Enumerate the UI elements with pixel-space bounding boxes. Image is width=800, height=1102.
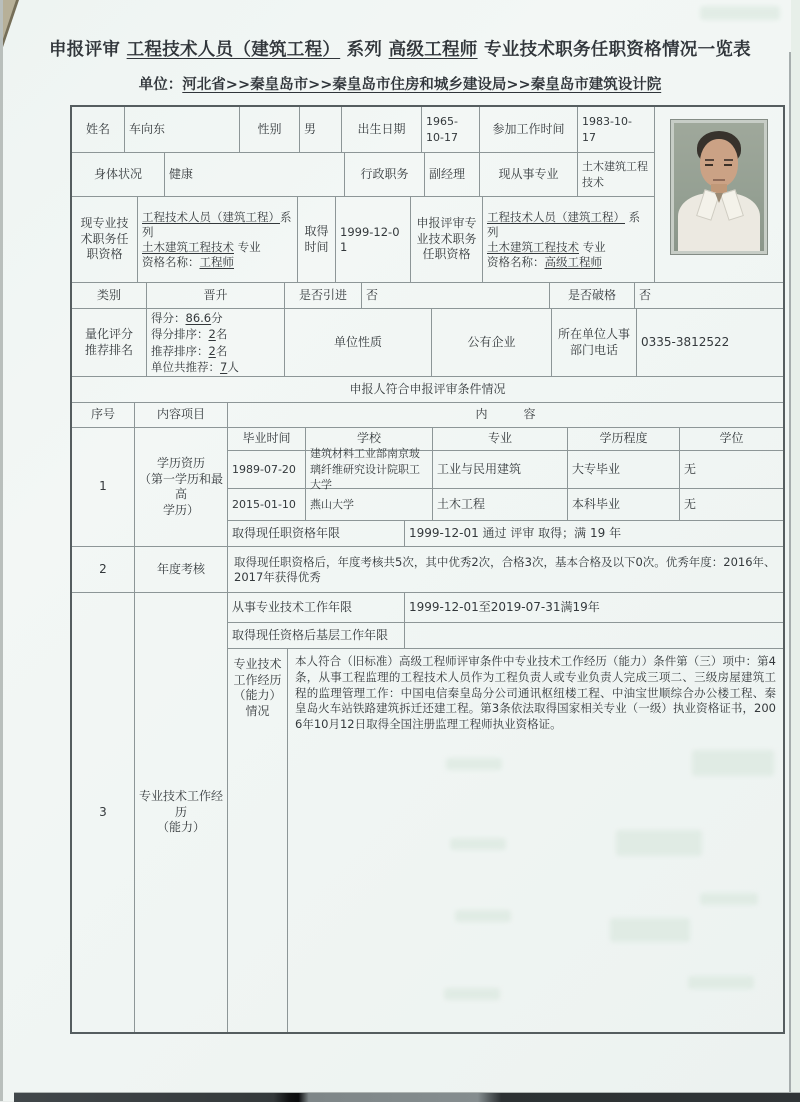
import-label: 是否引进: [285, 283, 362, 309]
gender-label: 性别: [240, 107, 300, 153]
photo-cell: [655, 107, 783, 283]
edu-col-major: 专业: [433, 428, 568, 451]
score-line3-value: 2: [208, 343, 216, 358]
education-subtable: [228, 428, 783, 547]
profession-label: 现从事专业: [480, 153, 578, 197]
work-years-row: [228, 593, 783, 623]
hr-phone-label: [552, 309, 637, 377]
edu2-major: 土木工程: [433, 489, 568, 521]
applicant-photo-image: [674, 123, 764, 251]
import-value: 否: [362, 283, 550, 309]
col-no-header: 序号: [72, 403, 135, 428]
current-series-suffix: 系列: [142, 209, 292, 239]
base-years-row: [228, 623, 783, 649]
edu-col-school: 学校: [306, 428, 433, 451]
bleedthrough-mark: [688, 976, 754, 989]
current-series: 工程技术人员（建筑工程）: [142, 209, 280, 224]
education-row-1: [228, 447, 783, 492]
apply-series: 工程技术人员（建筑工程）: [487, 209, 625, 224]
edu2-date: 2015-01-10: [228, 489, 306, 521]
photo-mouth: [713, 179, 725, 181]
current-major: 土木建筑工程技术: [142, 239, 234, 254]
score-line2-label: 得分排序：: [151, 327, 209, 341]
bleedthrough-mark: [455, 910, 511, 922]
title-mid: 系列: [340, 40, 389, 60]
education-item: [135, 428, 228, 547]
score-line2-unit: 名: [215, 327, 228, 341]
bleedthrough-mark: [616, 830, 702, 856]
row-columns-header: [72, 403, 783, 428]
annual-no: 2: [72, 547, 135, 593]
bleedthrough-mark: [446, 758, 502, 770]
row-score: [72, 309, 783, 377]
edu1-major: 工业与民用建筑: [433, 451, 568, 489]
title-suffix: 专业技术职务任职资格情况一览表: [477, 40, 751, 60]
apply-major-suffix: 专业: [579, 239, 606, 254]
score-label-line1: 量化评分: [84, 327, 133, 341]
qual-years-label: 取得现任职资格年限: [228, 521, 405, 547]
current-cert-label: 资格名称：: [142, 254, 200, 269]
photo-brow-right: [724, 159, 733, 161]
score-label-line2: 推荐排名: [84, 342, 133, 357]
work-subtable: [228, 593, 783, 1032]
score-line3-label: 推荐排序：: [151, 343, 209, 358]
bleedthrough-mark: [700, 893, 758, 905]
work-item: [135, 593, 228, 1032]
bleedthrough-mark: [700, 6, 780, 20]
qualification-years-row: [228, 521, 783, 547]
col-item-header: 内容项目: [135, 403, 228, 428]
edu1-school: 建筑材料工业部南京玻璃纤维研究设计院职工大学: [306, 451, 433, 489]
apply-cert-label: 资格名称：: [487, 254, 545, 269]
annual-item: 年度考核: [135, 547, 228, 593]
work-item-line1: 专业技术工作经历: [139, 789, 224, 819]
score-line3-unit: 名: [215, 343, 228, 358]
annual-content: 取得现任职资格后，年度考核共5次，其中优秀2次，合格3次，基本合格及以下0次。优秀年度：2016年、2017年获得优秀: [228, 547, 783, 593]
education-no: 1: [72, 428, 135, 547]
edu2-school: 燕山大学: [306, 489, 433, 521]
edu2-diploma: 无: [680, 489, 783, 521]
base-years-value: [405, 623, 783, 649]
hr-phone-label-line2: 部门电话: [569, 342, 618, 357]
join-value: 1983-10-17: [578, 107, 655, 153]
experience-paragraph: 本人符合（旧标准）高级工程师评审条件中专业技术工作经历（能力）条件第（三）项中：第4条，从事工程监理的工程技术人员作为工程负责人或专业负责人完成三项二、三级房屋建筑工程的监理管理工作：中国电信秦皇岛分公司通讯枢纽楼工程、中油宝世顺综合办公楼工程、秦皇岛火车站铁路建筑拆迁还建工程。第3条依法取得国家相关专业（一级）执业资格证书，2006年10月12日取得全国注册监理工程师执业资格证。: [295, 654, 776, 732]
score-line4-value: 7: [220, 360, 228, 374]
apply-series-suffix: 系列: [487, 209, 641, 239]
unit-label: 单位：: [138, 77, 183, 93]
row-section-header: [72, 377, 783, 403]
title-prefix: 申报评审: [49, 40, 127, 60]
bleedthrough-mark: [610, 918, 690, 942]
birth-label: 出生日期: [342, 107, 422, 153]
org-type-value: 公有企业: [432, 309, 552, 377]
duty-label: 行政职务: [345, 153, 425, 197]
section-title: 申报人符合申报评审条件情况: [72, 377, 783, 403]
col-content-header: 内 容: [228, 403, 783, 428]
education-item-line2: （第一学历和最高: [139, 471, 224, 501]
row-annual-review: [72, 547, 783, 593]
edu2-degree: 本科毕业: [568, 489, 680, 521]
category-value: 晋升: [147, 283, 285, 309]
edu1-date: 1989-07-20: [228, 451, 306, 489]
education-item-line1: 学历资历: [156, 456, 205, 470]
work-no: 3: [72, 593, 135, 1032]
experience-text: [288, 649, 783, 1032]
base-years-label: 取得现任资格后基层工作年限: [228, 623, 405, 649]
health-label: 身体状况: [72, 153, 165, 197]
score-line4-unit: 人: [227, 360, 239, 374]
photo-brow-left: [705, 159, 714, 161]
edu1-diploma: 无: [680, 451, 783, 489]
edu1-degree: 大专毕业: [568, 451, 680, 489]
apply-major: 土木建筑工程技术: [487, 239, 579, 254]
scan-left-edge: [0, 0, 3, 1101]
obtain-time-label: 取得时间: [298, 197, 336, 283]
row-work-experience: [72, 593, 783, 1032]
gender-value: 男: [300, 107, 342, 153]
score-line2-value: 2: [208, 327, 216, 341]
row-education: [72, 428, 783, 547]
score-line1-unit: 分: [211, 310, 223, 325]
work-item-line2: （能力）: [156, 820, 205, 835]
duty-value: 副经理: [425, 153, 480, 197]
photo-eye-right: [724, 164, 732, 166]
join-label: 参加工作时间: [480, 107, 578, 153]
edu-col-diploma: 学位: [680, 428, 783, 451]
current-title-value: [138, 197, 298, 283]
bleedthrough-mark: [450, 838, 506, 850]
break-label: 是否破格: [550, 283, 635, 309]
hr-phone-value: 0335-3812522: [637, 309, 783, 377]
apply-title-label: 申报评审专业技术职务任职资格: [411, 197, 483, 283]
unit-line: [0, 73, 800, 94]
applicant-photo: [670, 119, 768, 255]
work-years-value: 1999-12-01至2019-07-31满19年: [405, 593, 783, 623]
name-value: 车向东: [125, 107, 240, 153]
current-cert: 工程师: [199, 254, 234, 269]
apply-title-value: [483, 197, 655, 283]
title-series: 工程技术人员（建筑工程）: [126, 40, 341, 60]
break-value: 否: [635, 283, 783, 309]
score-line1-value: 86.6: [185, 310, 212, 325]
score-line1-label: 得分：: [151, 310, 186, 325]
hr-phone-label-line1: 所在单位人事: [557, 327, 630, 341]
education-item-line3: 学历）: [162, 502, 199, 517]
apply-cert: 高级工程师: [544, 254, 602, 269]
health-value: 健康: [165, 153, 345, 197]
scan-right-margin: [791, 0, 800, 1101]
bleedthrough-mark: [692, 750, 774, 776]
score-values: [147, 309, 285, 377]
edu-col-date: 毕业时间: [228, 428, 306, 451]
org-type-label: 单位性质: [285, 309, 432, 377]
score-label: [72, 309, 147, 377]
edu-col-degree: 学历程度: [568, 428, 680, 451]
profession-value: 土木建筑工程技术: [578, 153, 655, 197]
obtain-time-value: 1999-12-01: [336, 197, 411, 283]
current-title-label: 现专业技术职务任职资格: [72, 197, 138, 283]
unit-value: 河北省>>秦皇岛市>>秦皇岛市住房和城乡建设局>>秦皇岛市建筑设计院: [182, 77, 662, 93]
qualification-form-table: [70, 105, 785, 1034]
experience-label: 专业技术工作经历（能力）情况: [228, 649, 288, 1032]
bleedthrough-mark: [444, 988, 500, 1000]
score-line4-label: 单位共推荐：: [151, 360, 220, 374]
photo-eye-left: [705, 164, 713, 166]
work-years-label: 从事专业技术工作年限: [228, 593, 405, 623]
current-major-suffix: 专业: [234, 239, 261, 254]
page-title: [0, 36, 800, 61]
birth-value: 1965-10-17: [422, 107, 480, 153]
title-grade: 高级工程师: [388, 40, 478, 60]
name-label: 姓名: [72, 107, 125, 153]
education-row-2: [228, 489, 783, 521]
category-label: 类别: [72, 283, 147, 309]
row-category: [72, 283, 783, 309]
qual-years-value: 1999-12-01 通过 评审 取得；满 19 年: [405, 521, 783, 547]
